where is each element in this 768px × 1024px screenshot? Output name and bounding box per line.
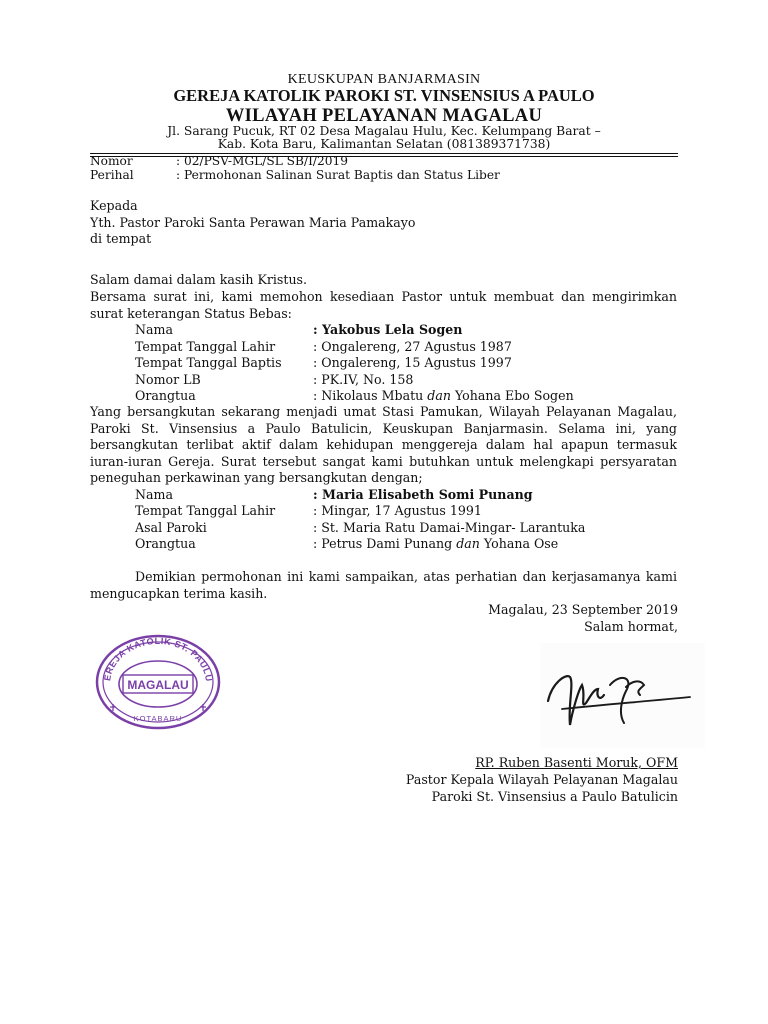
place-date: Magalau, 23 September 2019 <box>488 602 678 617</box>
stamp-center-text: MAGALAU <box>127 678 189 692</box>
person2-parents-value: : Petrus Dami Punang dan Yohana Ose <box>313 536 559 551</box>
nomor-value: : 02/PSV-MGL/SL SB/I/2019 <box>176 154 349 168</box>
person1-birth-value: : Ongalereng, 27 Agustus 1987 <box>313 339 512 354</box>
stamp-bottom-text: KOTABARU <box>133 714 183 723</box>
person2-name-label: Nama <box>135 487 173 502</box>
person2-name-row <box>135 487 533 502</box>
person1-baptism-row <box>135 355 512 370</box>
person2-parish-label: Asal Paroki <box>135 520 207 535</box>
person1-parents-label: Orangtua <box>135 388 196 403</box>
letterhead-parish: GEREJA KATOLIK PAROKI ST. VINSENSIUS A PAULO <box>173 86 595 105</box>
letterhead-diocese: KEUSKUPAN BANJARMASIN <box>287 72 481 87</box>
letterhead-region: WILAYAH PELAYANAN MAGALAU <box>225 106 543 126</box>
closing-paragraph: Demikian permohonan ini kami sampaikan, atas perhatian dan kerjasamanya kami mengucapkan terima kasih. <box>90 569 677 601</box>
person1-name-value: : Yakobus Lela Sogen <box>313 322 463 337</box>
greeting: Salam damai dalam kasih Kristus. <box>90 272 308 287</box>
recipient-yth: Yth. Pastor Paroki Santa Perawan Maria Pamakayo <box>90 215 416 230</box>
signature-graphic <box>540 643 700 753</box>
person2-parish-value: : St. Maria Ratu Damai-Mingar- Larantuka <box>313 520 586 535</box>
handwritten-signature <box>540 643 700 753</box>
nomor-label: Nomor <box>90 154 133 168</box>
perihal-label: Perihal <box>90 168 134 182</box>
perihal-value: : Permohonan Salinan Surat Baptis dan Status Liber <box>176 168 500 182</box>
person1-baptism-label: Tempat Tanggal Baptis <box>135 355 282 370</box>
person1-birth-row <box>135 339 512 354</box>
signatory-parish: Paroki St. Vinsensius a Paulo Batulicin <box>431 789 678 804</box>
person1-parents-value: : Nikolaus Mbatu dan Yohana Ebo Sogen <box>313 388 574 403</box>
person1-lb-value: : PK.IV, No. 158 <box>313 372 414 387</box>
person2-parents-row <box>135 536 559 551</box>
person1-parents-row <box>135 388 574 403</box>
person2-parents-label: Orangtua <box>135 536 196 551</box>
person1-name-row <box>135 322 463 337</box>
letterhead-address-line2: Kab. Kota Baru, Kalimantan Selatan (081389371738) <box>217 137 551 151</box>
recipient-place: di tempat <box>90 231 152 246</box>
person1-birth-label: Tempat Tanggal Lahir <box>135 339 276 354</box>
middle-paragraph: Yang bersangkutan sekarang menjadi umat Stasi Pamukan, Wilayah Pelayanan Magalau, Paroki St. Vinsensius a Paulo Batulicin, Keuskupan Banjarmasin. Selama ini, yang bersangkutan terlibat aktif dalam kehidupan menggereja dalam hal apapun termasuk iuran-iuran Gereja. Surat tersebut sangat kami butuhkan untuk melengkapi persyaratan peneguhan perkawinan yang bersangkutan dengan; <box>90 404 677 485</box>
stamp-graphic <box>93 632 223 732</box>
person2-birth-row <box>135 503 482 518</box>
person2-parish-row <box>135 520 586 535</box>
person1-baptism-value: : Ongalereng, 15 Agustus 1997 <box>313 355 512 370</box>
parish-stamp <box>93 632 223 732</box>
person1-name-label: Nama <box>135 322 173 337</box>
person2-name-value: : Maria Elisabeth Somi Punang <box>313 487 533 502</box>
person1-lb-row <box>135 372 414 387</box>
signatory-title: Pastor Kepala Wilayah Pelayanan Magalau <box>405 772 678 787</box>
stamp-top-text: EREJA KATOLIK ST. PAULU <box>102 635 215 683</box>
signatory-name: RP. Ruben Basenti Moruk, OFM <box>475 755 678 770</box>
person2-birth-value: : Mingar, 17 Agustus 1991 <box>313 503 482 518</box>
recipient-kepada: Kepada <box>90 198 138 213</box>
letterhead-address-line1: Jl. Sarang Pucuk, RT 02 Desa Magalau Hulu, Kec. Kelumpang Barat – <box>167 124 601 138</box>
salutation: Salam hormat, <box>584 619 678 634</box>
intro-paragraph: Bersama surat ini, kami memohon kesediaan Pastor untuk membuat dan mengirimkan surat keterangan Status Bebas: <box>90 289 677 321</box>
person2-birth-label: Tempat Tanggal Lahir <box>135 503 276 518</box>
person1-lb-label: Nomor LB <box>135 372 201 387</box>
